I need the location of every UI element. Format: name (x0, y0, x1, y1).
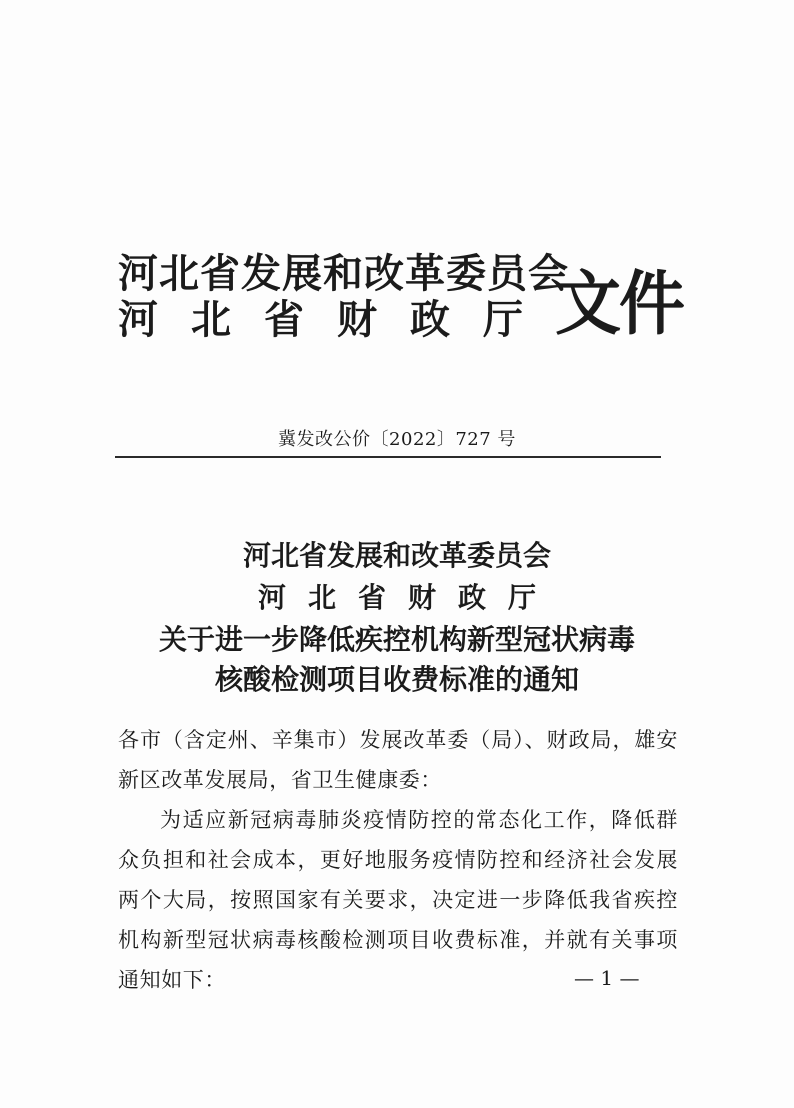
title-line-3: 关于进一步降低疾控机构新型冠状病毒 (158, 623, 635, 656)
title-line-1: 河北省发展和改革委员会 (242, 539, 551, 572)
document-number: 冀发改公价〔2022〕727 号 (278, 429, 516, 450)
addressee-paragraph: 各市（含定州、辛集市）发展改革委（局）、财政局，雄安新区改革发展局，省卫生健康委： (118, 728, 678, 792)
issuer-name-2: 河北省财政厅 (118, 297, 556, 343)
header-divider (115, 456, 661, 458)
title-line-2: 河北省财政厅 (257, 581, 558, 614)
issuer-name-1: 河北省发展和改革委员会 (118, 251, 569, 297)
page-number: — 1 — (574, 966, 640, 990)
document-type-label: 文件 (555, 263, 683, 345)
title-line-4: 核酸检测项目收费标准的通知 (214, 663, 579, 696)
body-paragraph: 为适应新冠病毒肺炎疫情防控的常态化工作，降低群众负担和社会成本，更好地服务疫情防控和经济社会发展两个大局，按照国家有关要求，决定进一步降低我省疾控机构新型冠状病毒核酸检测项目收费标准，并就有关事项通知如下： (118, 808, 678, 992)
